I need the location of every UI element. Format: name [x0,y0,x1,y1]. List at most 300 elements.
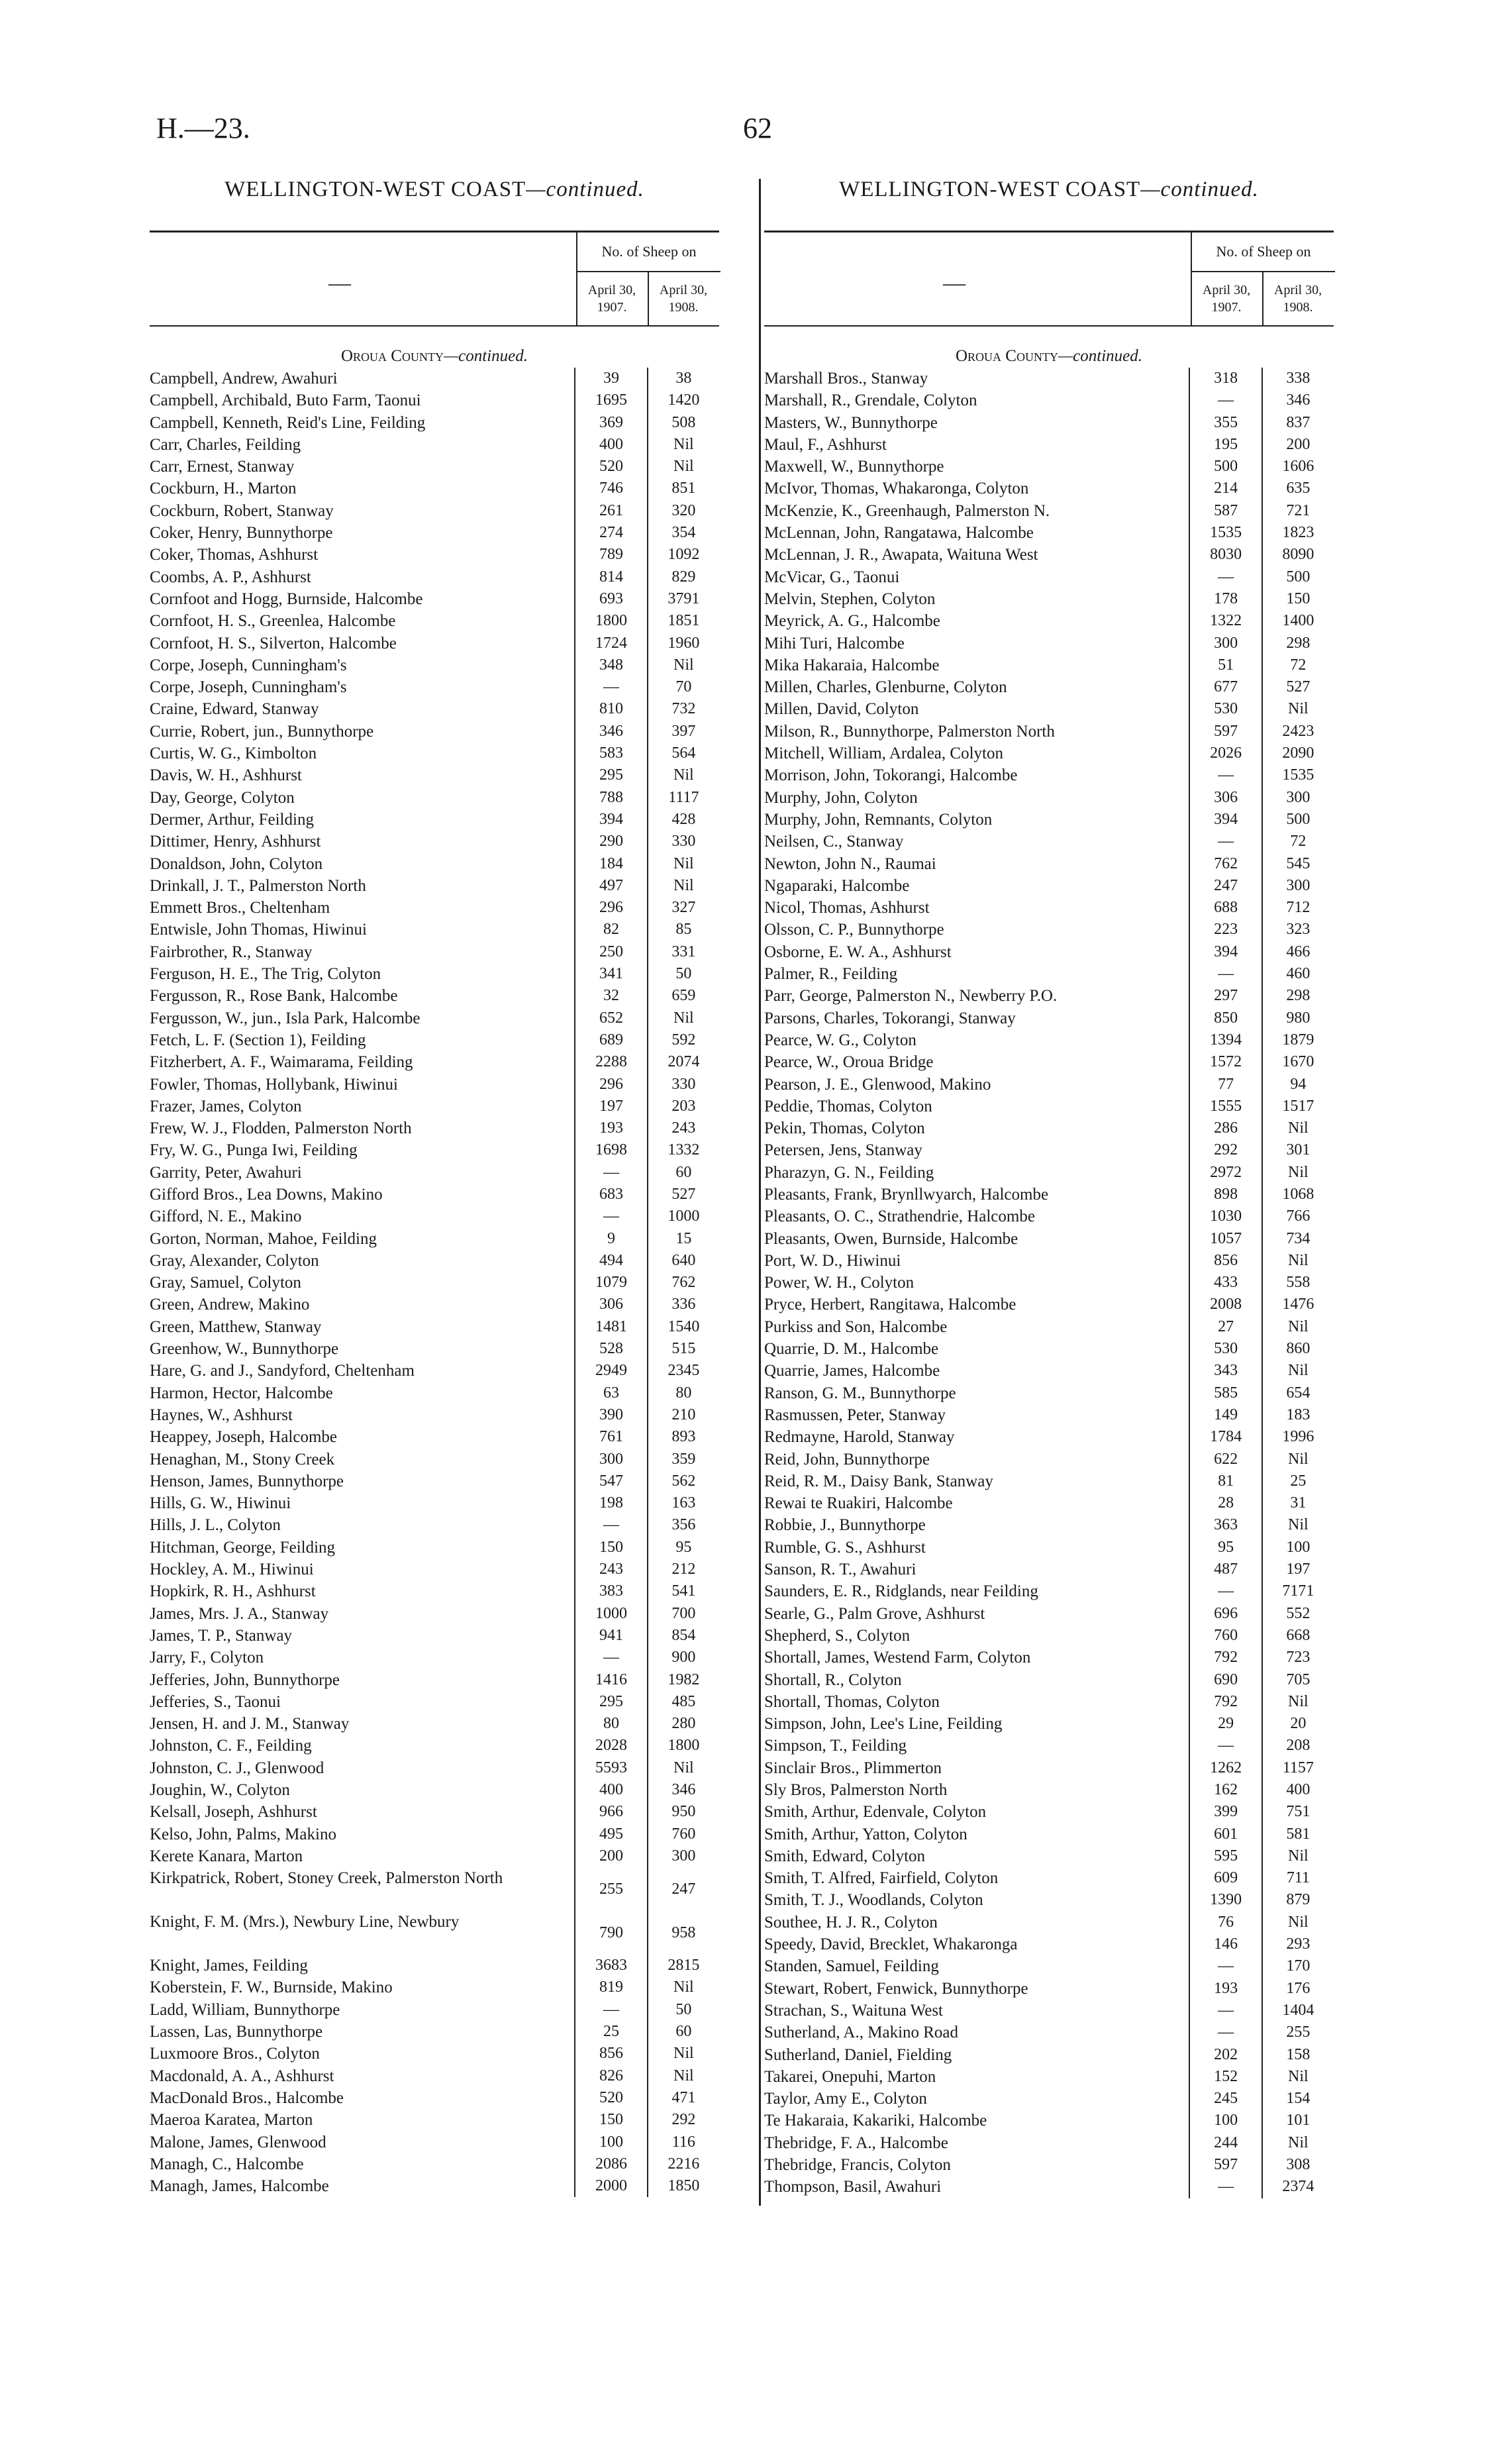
sheep-1907: 152 [1189,2066,1262,2088]
sheep-1907: 814 [575,566,647,588]
table-row [764,566,1334,588]
table-row [150,1404,719,1426]
year-1907-header: April 30, 1907. [1191,272,1261,325]
sheep-1908: 1332 [648,1139,719,1161]
sheep-1907: 792 [1189,1691,1262,1713]
sheep-1908: 879 [1262,1889,1334,1911]
sheep-1908: 50 [648,963,719,985]
name-column-header: — [328,271,351,295]
holder-name: Neilsen, C., Stanway [764,833,904,851]
sheep-1908: Nil [1262,1691,1334,1713]
holder-name: Sutherland, Daniel, Fielding [764,2045,952,2064]
sheep-1908: 397 [648,721,719,743]
sheep-1907: 214 [1189,478,1262,499]
sheep-1907: 261 [575,500,647,522]
sheep-1907: 520 [575,2087,647,2109]
sheep-1907: 343 [1189,1360,1262,1382]
sheep-1908: 635 [1262,478,1334,499]
name-column-header: — [943,271,966,295]
table-row [764,1514,1334,1536]
sheep-1907: 2288 [575,1051,647,1073]
sheep-1907: 178 [1189,588,1262,610]
sheep-1907: — [575,676,647,698]
sheep-1908: 558 [1262,1272,1334,1294]
table-row [150,1228,719,1250]
holder-name: Rewai te Ruakiri, Halcombe [764,1494,953,1513]
table-row [764,1272,1334,1294]
table-row [150,2153,719,2175]
sheep-1907: 346 [575,721,647,743]
holder-name: Dermer, Arthur, Feilding [150,810,314,829]
table-row [764,1912,1334,1933]
holder-name: Mihi Turi, Halcombe [764,634,905,652]
holder-name: Gray, Alexander, Colyton [150,1251,319,1270]
table-row [764,522,1334,544]
sheep-1908: 20 [1262,1713,1334,1735]
sheep-1908: 851 [648,478,719,499]
table-row [150,389,719,411]
holder-name: Smith, Arthur, Yatton, Colyton [764,1825,967,1843]
holder-name: Shepherd, S., Colyton [764,1626,911,1645]
sheep-1908: 705 [1262,1669,1334,1691]
table-row [764,2044,1334,2066]
table-row [150,743,719,764]
table-row [150,1139,719,1161]
sheep-1908: 292 [648,2109,719,2131]
table-row [764,831,1334,852]
holder-name: Johnston, C. F., Feilding [150,1737,312,1755]
sheep-1908: 158 [1262,2044,1334,2066]
holder-name: Cockburn, Robert, Stanway [150,501,334,520]
holder-name: Harmon, Hector, Halcombe [150,1384,333,1402]
holder-name: Maeroa Karatea, Marton [150,2111,313,2130]
holder-name: Osborne, E. W. A., Ashhurst [764,943,952,961]
sheep-1907: 193 [1189,1978,1262,2000]
table-row [150,1669,719,1691]
sheep-1908: 854 [648,1625,719,1647]
holder-name: Fowler, Thomas, Hollybank, Hiwinui [150,1075,398,1094]
sheep-1907: 688 [1189,897,1262,919]
table-row [764,1404,1334,1426]
holder-name: Meyrick, A. G., Halcombe [764,612,940,631]
sheep-1907: 520 [575,456,647,478]
sheep-1908: 2815 [648,1955,719,1976]
table-row [764,1867,1334,1889]
table-row [764,764,1334,786]
table-row [150,676,719,698]
table-row [150,412,719,434]
holder-name: Entwisle, John Thomas, Hiwinui [150,921,368,939]
holder-name: McLennan, J. R., Awapata, Waituna West [764,546,1038,564]
sheep-1908: 1850 [648,2175,719,2197]
table-row [764,1382,1334,1404]
table-row [764,389,1334,411]
holder-name: Macdonald, A. A., Ashhurst [150,2067,334,2085]
holder-name: Carr, Charles, Feilding [150,435,301,454]
year-1907-header: April 30, 1907. [576,272,646,325]
sheep-1908: 1851 [648,610,719,632]
sheep-1908: 2216 [648,2153,719,2175]
table-row [150,2131,719,2153]
holder-name: Pharazyn, G. N., Feilding [764,1163,934,1182]
table-row [150,654,719,676]
county-suffix: —continued. [1058,347,1143,365]
holder-name: Marshall, R., Grendale, Colyton [764,391,977,410]
table-row [150,1955,719,1976]
holder-name: Kelso, John, Palms, Makino [150,1825,336,1843]
sheep-1908: 7171 [1262,1580,1334,1602]
county-subheading [764,345,1334,368]
table-row [764,1096,1334,1117]
table-row [150,2065,719,2087]
table-row [150,941,719,963]
holder-name: Coker, Thomas, Ashhurst [150,546,319,564]
table-header [150,231,719,327]
table-row [764,787,1334,809]
table-row [150,1316,719,1338]
sheep-1908: 94 [1262,1074,1334,1096]
sheep-1908: 1068 [1262,1184,1334,1206]
county-name: Oroua County [955,347,1058,365]
sheep-1908: 70 [648,676,719,698]
sheep-1908: 1476 [1262,1294,1334,1315]
sheep-1908: 298 [1262,985,1334,1007]
sheep-1908: Nil [648,1976,719,1998]
sheep-1908: 300 [1262,875,1334,897]
sheep-1907: 810 [575,698,647,720]
sheep-1907: 27 [1189,1316,1262,1338]
sheep-1908: 428 [648,809,719,831]
sheep-1907: 1698 [575,1139,647,1161]
sheep-1908: 80 [648,1382,719,1404]
sheep-1907: 306 [575,1294,647,1315]
table-row [150,1823,719,1845]
sheep-1908: 564 [648,743,719,764]
sheep-1907: 1322 [1189,610,1262,632]
sheep-1907: 1416 [575,1669,647,1691]
table-row [150,897,719,919]
sheep-1908: 508 [648,412,719,434]
table-row [764,1823,1334,1845]
holder-name: Jensen, H. and J. M., Stanway [150,1715,350,1733]
sheep-1908: Nil [648,875,719,897]
sheep-table [150,368,719,2197]
holder-name: Frazer, James, Colyton [150,1097,302,1115]
sheep-1908: 330 [648,1074,719,1096]
table-row [764,1051,1334,1073]
sheep-1907: — [1189,2176,1262,2198]
sheep-1907: 677 [1189,676,1262,698]
right-column [764,178,1334,2198]
county-subheading [150,345,719,368]
section-title: WELLINGTON-WEST COAST [839,178,1141,201]
sheep-1908: 766 [1262,1206,1334,1227]
sheep-1907: 1800 [575,610,647,632]
holder-name: Managh, C., Halcombe [150,2155,304,2173]
sheep-1908: 1996 [1262,1426,1334,1448]
holder-name: Rumble, G. S., Ashhurst [764,1538,926,1557]
sheep-1908: 1540 [648,1316,719,1338]
table-row [150,1074,719,1096]
sheep-1907: 39 [575,368,647,389]
sheep-1908: 331 [648,941,719,963]
table-row [150,456,719,478]
table-row [150,610,719,632]
table-row [764,1757,1334,1779]
table-row [764,2110,1334,2131]
sheep-1908: 280 [648,1713,719,1735]
sheep-1907: 1000 [575,1603,647,1625]
section-heading [150,178,719,212]
holder-name: McKenzie, K., Greenhaugh, Palmerston N. [764,501,1050,520]
table-row [764,2088,1334,2110]
table-row [764,1889,1334,1911]
table-row [764,1250,1334,1272]
table-row [150,698,719,720]
holder-name: Pleasants, O. C., Strathendrie, Halcombe [764,1207,1035,1226]
table-row [150,1647,719,1668]
sheep-1908: 668 [1262,1625,1334,1647]
sheep-1907: 433 [1189,1272,1262,1294]
sheep-1908: 1823 [1262,522,1334,544]
sheep-1908: Nil [1262,1162,1334,1184]
holder-name: McIvor, Thomas, Whakaronga, Colyton [764,480,1029,498]
sheep-1908: 31 [1262,1492,1334,1514]
table-row [764,1184,1334,1206]
sheep-1907: 1724 [575,633,647,654]
table-row [150,1382,719,1404]
sheep-1908: 346 [648,1779,719,1801]
table-row [150,1801,719,1823]
holder-name: Day, George, Colyton [150,788,295,807]
sheep-1907: 8030 [1189,544,1262,566]
sheep-1907: 295 [575,1691,647,1713]
sheep-1907: 760 [1189,1625,1262,1647]
table-row [150,1029,719,1051]
table-row [150,1426,719,1448]
table-row [764,1801,1334,1823]
sheep-1907: 296 [575,1074,647,1096]
holder-name: Masters, W., Bunnythorpe [764,413,938,432]
sheep-1907: 76 [1189,1912,1262,1933]
sheep-table-body [764,368,1334,2198]
sheep-1908: 527 [648,1184,719,1206]
sheep-1908: 72 [1262,831,1334,852]
page-number: 62 [743,112,772,144]
holder-name: James, T. P., Stanway [150,1626,293,1645]
sheep-1907: 318 [1189,368,1262,389]
sheep-1908: 552 [1262,1603,1334,1625]
holder-name: Malone, James, Glenwood [150,2133,326,2151]
table-row [764,412,1334,434]
table-row [150,1492,719,1514]
sheep-1907: 792 [1189,1647,1262,1668]
holder-name: Melvin, Stephen, Colyton [764,590,936,608]
table-row [150,1051,719,1073]
sheep-1907: 394 [575,809,647,831]
table-row [150,1976,719,1998]
sheep-1907: 3683 [575,1955,647,1976]
table-row [764,434,1334,456]
sheep-1907: 195 [1189,434,1262,456]
sheep-1907: 595 [1189,1845,1262,1867]
sheep-1907: 1057 [1189,1228,1262,1250]
sheep-1908: 700 [648,1603,719,1625]
sheep-1907: 250 [575,941,647,963]
sheep-1907: 941 [575,1625,647,1647]
sheep-1908: Nil [648,853,719,875]
holder-name: Fry, W. G., Punga Iwi, Feilding [150,1141,358,1160]
sheep-1907: 850 [1189,1007,1262,1029]
sheep-1908: 163 [648,1492,719,1514]
sheep-1908: Nil [1262,1514,1334,1536]
sheep-1907: 51 [1189,654,1262,676]
sheep-1908: Nil [648,2065,719,2087]
sheep-1907: 1030 [1189,1206,1262,1227]
holder-name: James, Mrs. J. A., Stanway [150,1604,329,1623]
holder-name: Rasmussen, Peter, Stanway [764,1406,946,1424]
sheep-table [764,368,1334,2198]
holder-name: Gorton, Norman, Mahoe, Feilding [150,1229,377,1248]
holder-name: Henaghan, M., Stony Creek [150,1450,335,1468]
holder-name: Frew, W. J., Flodden, Palmerston North [150,1119,412,1138]
table-row [764,1669,1334,1691]
sheep-1907: 400 [575,434,647,456]
sheep-1907: 652 [575,1007,647,1029]
holder-name: Ferguson, H. E., The Trig, Colyton [150,965,381,984]
sheep-1908: 338 [1262,368,1334,389]
table-row [150,1007,719,1029]
sheep-1907: 400 [575,1779,647,1801]
table-row [150,1911,719,1955]
table-row [150,1580,719,1602]
sheep-1907: — [1189,963,1262,985]
table-row [764,2022,1334,2043]
sheep-1907: 9 [575,1228,647,1250]
sheep-1907: 296 [575,897,647,919]
left-column [150,178,719,2197]
sheep-1907: — [575,1647,647,1668]
holder-name: Smith, T. J., Woodlands, Colyton [764,1891,983,1910]
table-row [150,500,719,522]
sheep-1907: — [1189,764,1262,786]
table-row [764,478,1334,499]
table-row [764,1162,1334,1184]
sheep-1908: 308 [1262,2154,1334,2176]
holder-name: Quarrie, James, Halcombe [764,1362,940,1380]
sheep-1908: 197 [1262,1559,1334,1580]
sheep-1907: 789 [575,544,647,566]
sheep-1908: 1960 [648,633,719,654]
table-row [764,1139,1334,1161]
sheep-1908: 654 [1262,1382,1334,1404]
sheep-1907: 100 [1189,2110,1262,2131]
sheep-1907: 622 [1189,1449,1262,1470]
holder-name: Nicol, Thomas, Ashhurst [764,899,930,917]
table-row [764,1713,1334,1735]
table-row [150,1713,719,1735]
sheep-1907: — [575,1162,647,1184]
sheep-1907: — [1189,1580,1262,1602]
holder-name: Shortall, R., Colyton [764,1670,902,1689]
sheep-1908: 356 [648,1514,719,1536]
sheep-1908: 541 [648,1580,719,1602]
column-divider [759,179,761,2206]
table-row [764,1029,1334,1051]
sheep-1908: 1800 [648,1735,719,1757]
sheep-1908: 980 [1262,1007,1334,1029]
sheep-1908: 255 [1262,2022,1334,2043]
sheep-1908: 116 [648,2131,719,2153]
table-row [150,1360,719,1382]
table-row [150,1559,719,1580]
table-row [764,500,1334,522]
holder-name: Southee, H. J. R., Colyton [764,1913,938,1931]
sheep-1908: 723 [1262,1647,1334,1668]
holder-name: Jefferies, S., Taonui [150,1692,281,1711]
sheep-1907: 2026 [1189,743,1262,764]
table-row [764,897,1334,919]
sheep-1907: 583 [575,743,647,764]
sheep-1907: 2000 [575,2175,647,2197]
sheep-1907: 494 [575,1250,647,1272]
sheep-1907: 341 [575,963,647,985]
sheep-1907: 826 [575,2065,647,2087]
holder-name: Pearce, W., Oroua Bridge [764,1053,934,1072]
sheep-1908: 1517 [1262,1096,1334,1117]
sheep-1908: Nil [1262,1117,1334,1139]
sheep-1907: 500 [1189,456,1262,478]
sheep-1908: 60 [648,1162,719,1184]
holder-name: Hockley, A. M., Hiwinui [150,1561,314,1579]
sheep-1907: 5593 [575,1757,647,1779]
sheep-1908: 485 [648,1691,719,1713]
sheep-1908: 2090 [1262,743,1334,764]
holder-name: Simpson, John, Lee's Line, Feilding [764,1715,1003,1733]
holder-name: Pryce, Herbert, Rangitawa, Halcombe [764,1296,1016,1314]
sheep-1908: 247 [648,1867,719,1911]
table-row [764,1978,1334,2000]
sheep-count-header: No. of Sheep on [576,232,720,272]
holder-name: Port, W. D., Hiwinui [764,1251,901,1270]
table-row [764,985,1334,1007]
table-row [150,787,719,809]
holder-name: Kirkpatrick, Robert, Stoney Creek, Palmerston North [150,1869,503,1888]
sheep-1907: 1394 [1189,1029,1262,1051]
sheep-1908: 3791 [648,588,719,610]
sheep-1908: Nil [1262,698,1334,720]
holder-name: Redmayne, Harold, Stanway [764,1428,955,1447]
sheep-1908: 640 [648,1250,719,1272]
holder-name: Campbell, Archibald, Buto Farm, Taonui [150,391,421,410]
table-row [150,2021,719,2043]
sheep-1908: 60 [648,2021,719,2043]
sheep-1907: 306 [1189,787,1262,809]
sheep-1908: 1535 [1262,764,1334,786]
table-row [764,1647,1334,1668]
table-row [764,1470,1334,1492]
holder-name: Davis, W. H., Ashhurst [150,766,302,785]
table-row [764,809,1334,831]
holder-name: Hopkirk, R. H., Ashhurst [150,1582,316,1601]
sheep-1908: 466 [1262,941,1334,963]
table-row [764,1449,1334,1470]
holder-name: Reid, John, Bunnythorpe [764,1450,930,1468]
sheep-1907: — [1189,1955,1262,1977]
holder-name: Campbell, Kenneth, Reid's Line, Feilding [150,413,426,432]
sheep-1908: 712 [1262,897,1334,919]
sheep-1907: 689 [575,1029,647,1051]
